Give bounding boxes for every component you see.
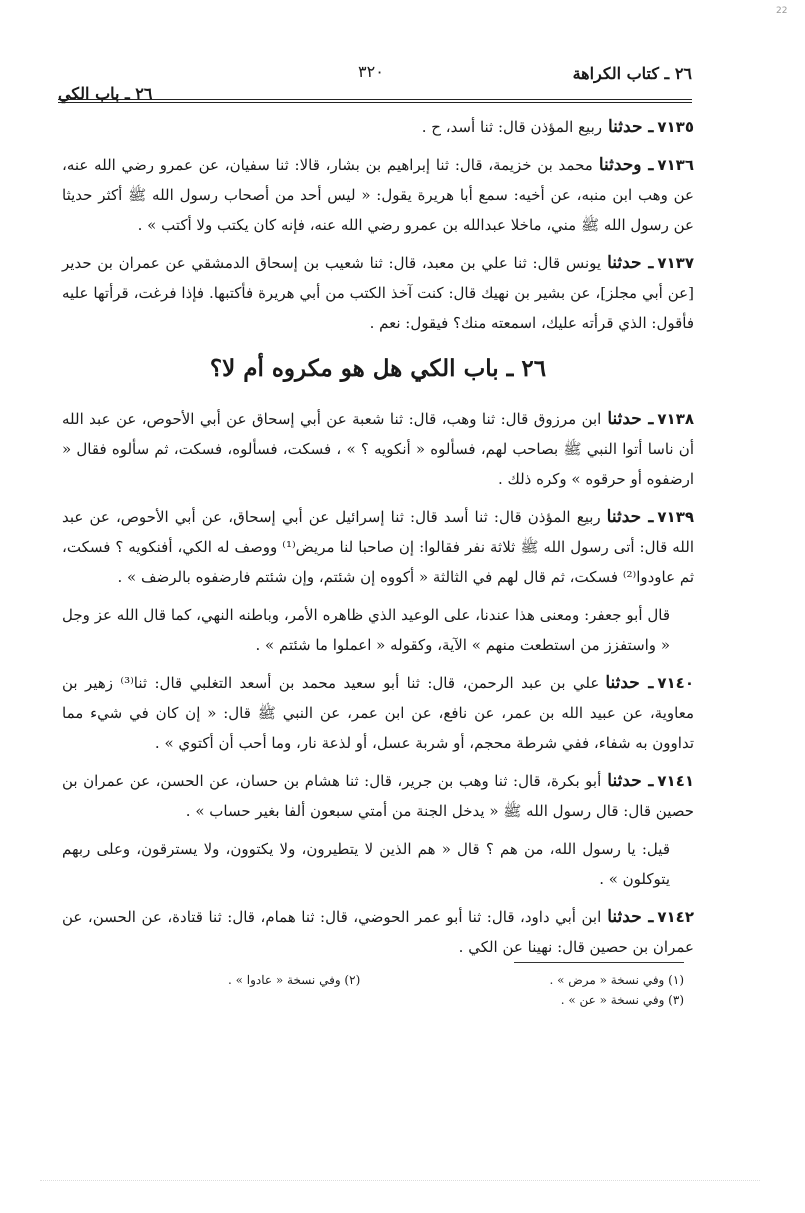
- footnote-1: (١) وفي نسخة « مرض » .: [549, 973, 684, 987]
- hadith-number: ٧١٤٢: [657, 908, 694, 926]
- header-chapter-title: ٢٦ ـ باب الكي: [58, 84, 153, 103]
- hadith-number: ٧١٤١: [657, 772, 695, 790]
- footnote-3: (٣) وفي نسخة « عن » .: [560, 993, 684, 1007]
- hadith-7139: [62, 502, 694, 592]
- hadith-opener: ـ وحدثنا: [598, 155, 654, 175]
- footnote-rule: [514, 962, 684, 963]
- header-rule-thin: [58, 102, 692, 103]
- footnote-2: (٢) وفي نسخة « عادوا » .: [228, 973, 361, 987]
- header-rule: [58, 99, 692, 100]
- hadith-7141: [62, 766, 694, 826]
- hadith-number: ٧١٣٥: [657, 118, 694, 136]
- hadith-7142: [62, 902, 694, 962]
- hadith-opener: ـ حدثنا: [606, 507, 654, 527]
- hadith-7135: [62, 112, 694, 142]
- hadith-7137: [62, 248, 694, 338]
- scan-edge: [40, 1180, 760, 1181]
- footnote-row: [228, 970, 684, 990]
- hadith-text: ابن مرزوق قال: ثنا وهب، قال: ثنا شعبة عن أبي إسحاق عن أبي الأحوص، عن عبد الله أن ناسا أتوا النبي ﷺ بصاحب لهم، فسألوه « أنكويه ؟ » ، فسكت، فسألوه، فسكت، ثم سألوه فقال « ارضفوه أو حرقوه » وكره ذلك .: [62, 410, 694, 488]
- footnote-row: [228, 990, 684, 1010]
- hadith-opener: ـ حدثنا: [607, 409, 654, 429]
- hadith-7136: [62, 150, 694, 240]
- hadith-text: أبو بكرة، قال: ثنا وهب بن جرير، قال: ثنا هشام بن حسان، عن الحسن، عن عمران بن حصين قال: قال رسول الله ﷺ « يدخل الجنة من أمتي سبعون ألفا بغير حساب » .: [62, 772, 694, 820]
- hadith-number: ٧١٤٠: [657, 674, 694, 692]
- footnotes: [228, 962, 684, 1010]
- hadith-number: ٧١٣٦: [657, 156, 694, 174]
- chapter-title: ٢٦ ـ باب الكي هل هو مكروه أم لا؟: [209, 355, 547, 382]
- commentary-question: قيل: يا رسول الله، من هم ؟ قال « هم الذين لا يتطيرون، ولا يكتوون، ولا يسترقون، وعلى ربهم يتوكلون » .: [62, 840, 670, 888]
- hadith-text: ربيع المؤذن قال: ثنا أسد قال: ثنا إسرائيل عن أبي إسحاق، عن أبي الأحوص، عن عبد الله قال: أتى رسول الله ﷺ ثلاثة نفر فقالوا: إن صاحبا لنا مريض⁽¹⁾ ووصف له الكي، أفنكويه ؟ فسكت، ثم عاودوا⁽²⁾ فسكت، ثم قال لهم في الثالثة « أكووه إن شئتم، وإن شئتم فارضفوه بالرضف » .: [62, 508, 694, 586]
- hadith-opener: ـ حدثنا: [607, 253, 654, 273]
- hadith-number: ٧١٣٩: [657, 508, 695, 526]
- hadith-opener: ـ حدثنا: [608, 117, 654, 137]
- hadith-text: محمد بن خزيمة، قال: ثنا إبراهيم بن بشار، قالا: ثنا سفيان، عن عمرو رضي الله عنه، عن وهب ابن منبه، عن أخيه: سمع أبا هريرة يقول: « ليس أحد من أصحاب رسول الله ﷺ أكثر حديثا عن رسول الله ﷺ مني، ماخلا عبدالله بن عمرو رضي الله عنه، فإنه كان يكتب ولا أكتب » .: [62, 156, 694, 234]
- header-book-title: ٢٦ ـ كتاب الكراهة: [572, 64, 692, 83]
- commentary-abu-jafar: قال أبو جعفر: ومعنى هذا عندنا، على الوعيد الذي ظاهره الأمر، وباطنه النهي، كما قال الله عز وجل « واستفزز من استطعت منهم » الآية، وكقوله « اعملوا ما شئتم » .: [62, 606, 670, 654]
- hadith-number: ٧١٣٧: [657, 254, 694, 272]
- hadith-opener: ـ حدثنا: [607, 771, 654, 791]
- hadith-text: ربيع المؤذن قال: ثنا أسد، ح .: [421, 118, 602, 136]
- corner-mark: 22: [776, 6, 788, 16]
- hadith-opener: ـ حدثنا: [607, 907, 654, 927]
- hadith-text: ابن أبي داود، قال: ثنا أبو عمر الحوضي، قال: ثنا همام، قال: ثنا قتادة، عن الحسن، عن عمران بن حصين قال: نهينا عن الكي .: [62, 908, 694, 956]
- page-body: [62, 112, 694, 970]
- hadith-7140: [62, 668, 694, 758]
- hadith-text: علي بن عبد الرحمن، قال: ثنا أبو سعيد محمد بن أسعد التغلبي قال: ثنا⁽³⁾ زهير بن معاوية، عن عبيد الله بن عمر، عن نافع، عن ابن عمر، عن النبي ﷺ قال: « إن كان في شيء مما تداوون به شفاء، ففي شرطة محجم، أو شربة عسل، أو لذعة نار، وما أحب أن أكتوي » .: [62, 674, 694, 752]
- page-header: [58, 62, 692, 102]
- hadith-text: يونس قال: ثنا علي بن معبد، قال: ثنا شعيب بن إسحاق الدمشقي عن عمران بن حدير [عن أبي مجلز]، عن بشير بن نهيك قال: كنت آخذ الكتب من أبي هريرة فأكتبها. فإذا فرغت، قرأتها عليه فأقول: الذي قرأته عليك، اسمعته منك؟ فيقول: نعم .: [62, 254, 694, 332]
- hadith-7138: [62, 404, 694, 494]
- hadith-number: ٧١٣٨: [657, 410, 695, 428]
- page-number: ٣٢٠: [358, 62, 384, 81]
- hadith-opener: ـ حدثنا: [605, 673, 654, 693]
